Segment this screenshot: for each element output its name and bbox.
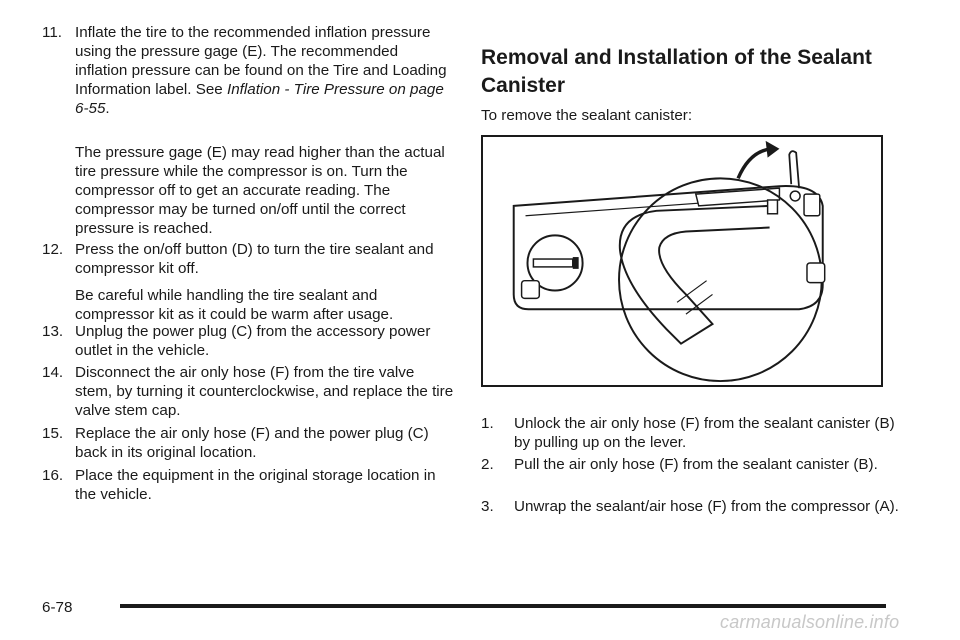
pull-arrow-head <box>766 141 780 158</box>
step-text: Replace the air only hose (F) and the power plug (C) back in its original location. <box>75 425 429 461</box>
side-clip <box>804 194 820 216</box>
step-text: Place the equipment in the original storage location in the vehicle. <box>75 467 436 503</box>
step-text-end: . <box>105 100 110 117</box>
mount-tab-right <box>807 263 825 283</box>
removal-step-1 <box>481 414 901 452</box>
canister-diagram <box>483 137 881 385</box>
step-text: Pull the air only hose (F) from the sealant canister (B). <box>514 456 878 473</box>
latch <box>768 200 778 214</box>
step-text <box>42 23 454 118</box>
step-number: 16. <box>42 467 64 484</box>
watermark: carmanualsonline.info <box>720 612 900 632</box>
step-11 <box>42 23 454 118</box>
step-15 <box>42 424 454 462</box>
lever-pivot <box>790 191 800 201</box>
step-text: Disconnect the air only hose (F) from the tire valve stem, by turning it counterclockwise, and replace the tire valve stem cap. <box>75 364 454 419</box>
step-number: 12. <box>42 241 64 258</box>
step-number: 14. <box>42 364 64 381</box>
step-number: 15. <box>42 425 64 442</box>
step-13 <box>42 322 454 360</box>
pull-arrow-shaft <box>738 149 771 179</box>
valve-tip <box>573 257 579 269</box>
footer-rule <box>120 604 886 608</box>
step-12 <box>42 240 454 278</box>
valve-stem <box>533 259 572 267</box>
note-paragraph: The pressure gage (E) may read higher than the actual tire pressure while the compressor is on. Turn the compressor off to get an accurate reading. The compressor may be turned on/off until the correct pressure is reached. <box>75 144 445 237</box>
step-number: 11. <box>42 24 62 41</box>
note-paragraph: Be careful while handling the tire sealant and compressor kit as it could be warm after usage. <box>75 287 394 323</box>
step-14 <box>42 363 454 420</box>
section-heading: Removal and Installation of the Sealant Canister <box>481 46 872 97</box>
step-16 <box>42 466 454 504</box>
step-text: Unplug the power plug (C) from the accessory power outlet in the vehicle. <box>75 323 431 359</box>
step-number: 2. <box>481 456 494 473</box>
step-text-main: Inflate the tire to the recommended inflation pressure using the pressure gage (E). The recommended inflation pressure can be found on the Tire and Loading Information label. See <box>75 24 447 98</box>
sealant-canister-illustration <box>481 135 883 387</box>
removal-step-2 <box>481 455 901 474</box>
step-text: Unlock the air only hose (F) from the sealant canister (B) by pulling up on the lever. <box>514 415 895 451</box>
step-text: Press the on/off button (D) to turn the tire sealant and compressor kit off. <box>75 241 434 277</box>
step-number: 13. <box>42 323 64 340</box>
step-text: Unwrap the sealant/air hose (F) from the compressor (A). <box>514 498 899 515</box>
step-number: 3. <box>481 498 494 515</box>
step-number: 1. <box>481 415 494 432</box>
lever <box>789 151 799 188</box>
intro-text: To remove the sealant canister: <box>481 107 693 124</box>
removal-step-3 <box>481 497 901 516</box>
page-number: 6-78 <box>42 599 73 616</box>
cross-reference: Inflation - Tire Pressure on page 6-55 <box>75 81 444 117</box>
mount-tab-left <box>522 281 540 299</box>
